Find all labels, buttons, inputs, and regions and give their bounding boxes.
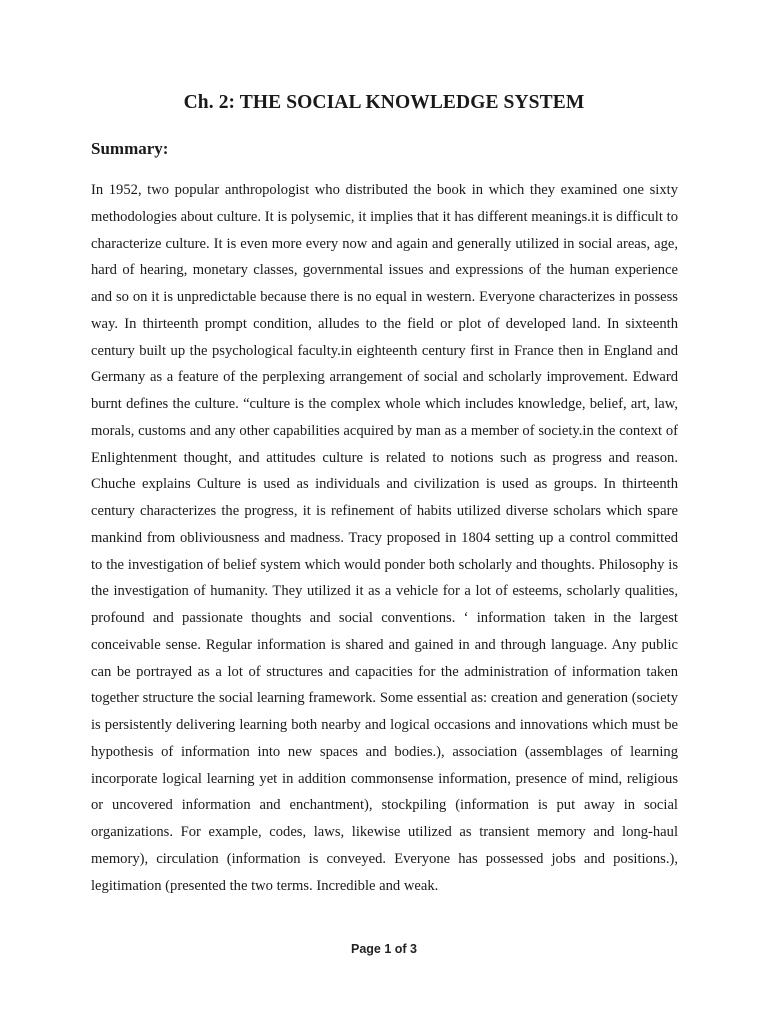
summary-heading: Summary: [91, 139, 169, 158]
summary-paragraph: In 1952, two popular anthropologist who distributed the book in which they examined one sixty methodologies about culture. It is polysemic, it implies that it has different meanings.it is difficult to characterize culture. It is even more every now and again and generally utilized in social areas, age, hard of hearing, monetary classes, governmental issues and expressions of the human experience and so on it is unpredictable because there is no equal in western. Everyone characterizes in possess way. In thirteenth prompt condition, alludes to the field or plot of developed land. In sixteenth century built up the psychological faculty.in eighteenth century first in France then in England and Germany as a feature of the perplexing arrangement of social and scholarly improvement. Edward burnt defines the culture. “culture is the complex whole which includes knowledge, belief, art, law, morals, customs and any other capabilities acquired by man as a member of society.in the context of Enlightenment thought, and attitudes culture is related to notions such as progress and reason. Chuche explains Culture is used as individuals and civilization is used as groups. In thirteenth century characterizes the progress, it is refinement of habits utilized diverse scholars which spare mankind from obliviousness and madness. Tracy proposed in 1804 setting up a control committed to the investigation of belief system which would ponder both scholarly and thoughts. Philosophy is the investigation of humanity. They utilized it as a vehicle for a lot of esteems, scholarly qualities, profound and passionate thoughts and social conventions. ‘ information taken in the largest conceivable sense. Regular information is shared and gained in and through language. Any public can be portrayed as a lot of structures and capacities for the administration of information taken together structure the social learning framework. Some essential as: creation and generation (society is persistently delivering learning both nearby and logical occasions and innovations which must be hypothesis of information into new spaces and bodies.), association (assemblages of learning incorporate logical learning yet in addition commonsense information, presence of mind, religious or uncovered information and enchantment), stockpiling (information is put away in social organizations. For example, codes, laws, likewise utilized as transient memory and long-haul memory), circulation (information is conveyed. Everyone has possessed jobs and positions.), legitimation (presented the two terms. Incredible and weak. [91, 182, 678, 894]
chapter-title: Ch. 2: THE SOCIAL KNOWLEDGE SYSTEM [183, 92, 585, 113]
page-number: Page 1 of 3 [351, 942, 417, 956]
